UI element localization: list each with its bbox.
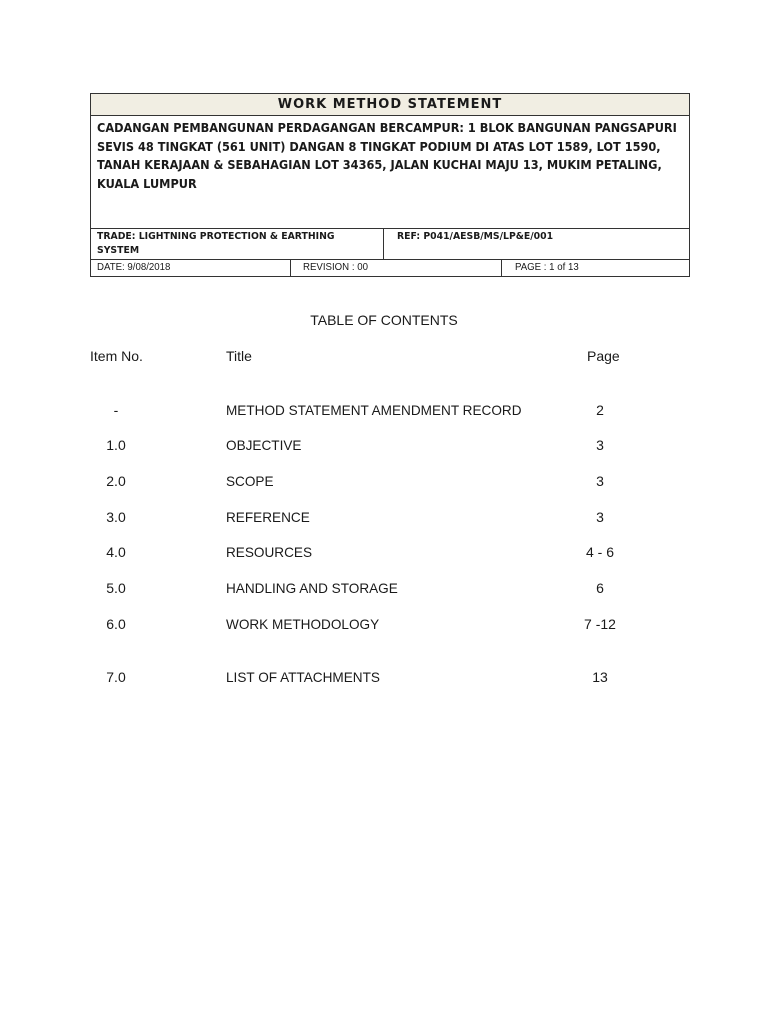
- toc-item-title: REFERENCE: [226, 509, 310, 525]
- toc-item-page: 4 - 6: [585, 544, 614, 560]
- cell-divider: [383, 229, 384, 259]
- toc-item-title: WORK METHODOLOGY: [226, 616, 380, 632]
- toc-row: [0, 509, 768, 529]
- reference-number: REF: P041/AESB/MS/LP&E/001: [397, 231, 554, 242]
- toc-row: [0, 473, 768, 493]
- toc-item-page: 3: [596, 473, 604, 489]
- trade-label: TRADE: LIGHTNING PROTECTION & EARTHING SYSTEM: [97, 231, 335, 256]
- toc-row: [0, 669, 768, 689]
- document-header: [90, 93, 690, 277]
- toc-item-title: OBJECTIVE: [226, 437, 302, 453]
- toc-item-number: 4.0: [106, 544, 126, 560]
- toc-item-title: SCOPE: [226, 473, 274, 489]
- toc-item-number: 7.0: [106, 669, 126, 685]
- toc-row: [0, 580, 768, 600]
- project-description: CADANGAN PEMBANGUNAN PERDAGANGAN BERCAMPUR: 1 BLOK BANGUNAN PANGSAPURI SEVIS 48 TINGKAT (561 UNIT) DANGAN 8 TINGKAT PODIUM DI ATAS LOT 1589, LOT 1590, TANAH KERAJAAN & SEBAHAGIAN LOT 34365, JALAN KUCHAI MAJU 13, MUKIM PETALING, KUALA LUMPUR: [97, 121, 677, 191]
- toc-item-number: 2.0: [106, 473, 126, 489]
- toc-item-title: METHOD STATEMENT AMENDMENT RECORD: [226, 402, 522, 418]
- toc-column-title: Title: [226, 348, 252, 364]
- toc-item-title: RESOURCES: [226, 544, 313, 560]
- revision-field: REVISION : 00: [303, 261, 368, 273]
- toc-row: [0, 402, 768, 422]
- toc-row: [0, 616, 768, 636]
- toc-row: [0, 437, 768, 457]
- toc-item-page: 7 -12: [584, 616, 616, 632]
- trade-ref-row: [91, 228, 689, 260]
- toc-column-page: Page: [587, 348, 620, 364]
- cell-divider: [501, 259, 502, 276]
- toc-column-item-no: Item No.: [90, 348, 143, 364]
- toc-item-page: 3: [596, 437, 604, 453]
- toc-item-number: 3.0: [106, 509, 126, 525]
- toc-item-number: -: [113, 402, 119, 418]
- toc-item-number: 6.0: [106, 616, 126, 632]
- date-field: DATE: 9/08/2018: [97, 261, 171, 273]
- cell-divider: [290, 259, 291, 276]
- toc-item-page: 6: [596, 580, 604, 596]
- toc-item-page: 3: [596, 509, 604, 525]
- date-revision-page-row: [91, 259, 689, 276]
- toc-item-page: 13: [592, 669, 608, 685]
- toc-row: [0, 544, 768, 564]
- toc-heading: TABLE OF CONTENTS: [310, 312, 458, 328]
- toc-item-number: 5.0: [106, 580, 126, 596]
- toc-item-page: 2: [596, 402, 604, 418]
- toc-item-number: 1.0: [106, 437, 126, 453]
- toc-item-title: HANDLING AND STORAGE: [226, 580, 398, 596]
- document-title: WORK METHOD STATEMENT: [91, 94, 689, 116]
- page-field: PAGE : 1 of 13: [515, 261, 579, 273]
- toc-item-title: LIST OF ATTACHMENTS: [226, 669, 380, 685]
